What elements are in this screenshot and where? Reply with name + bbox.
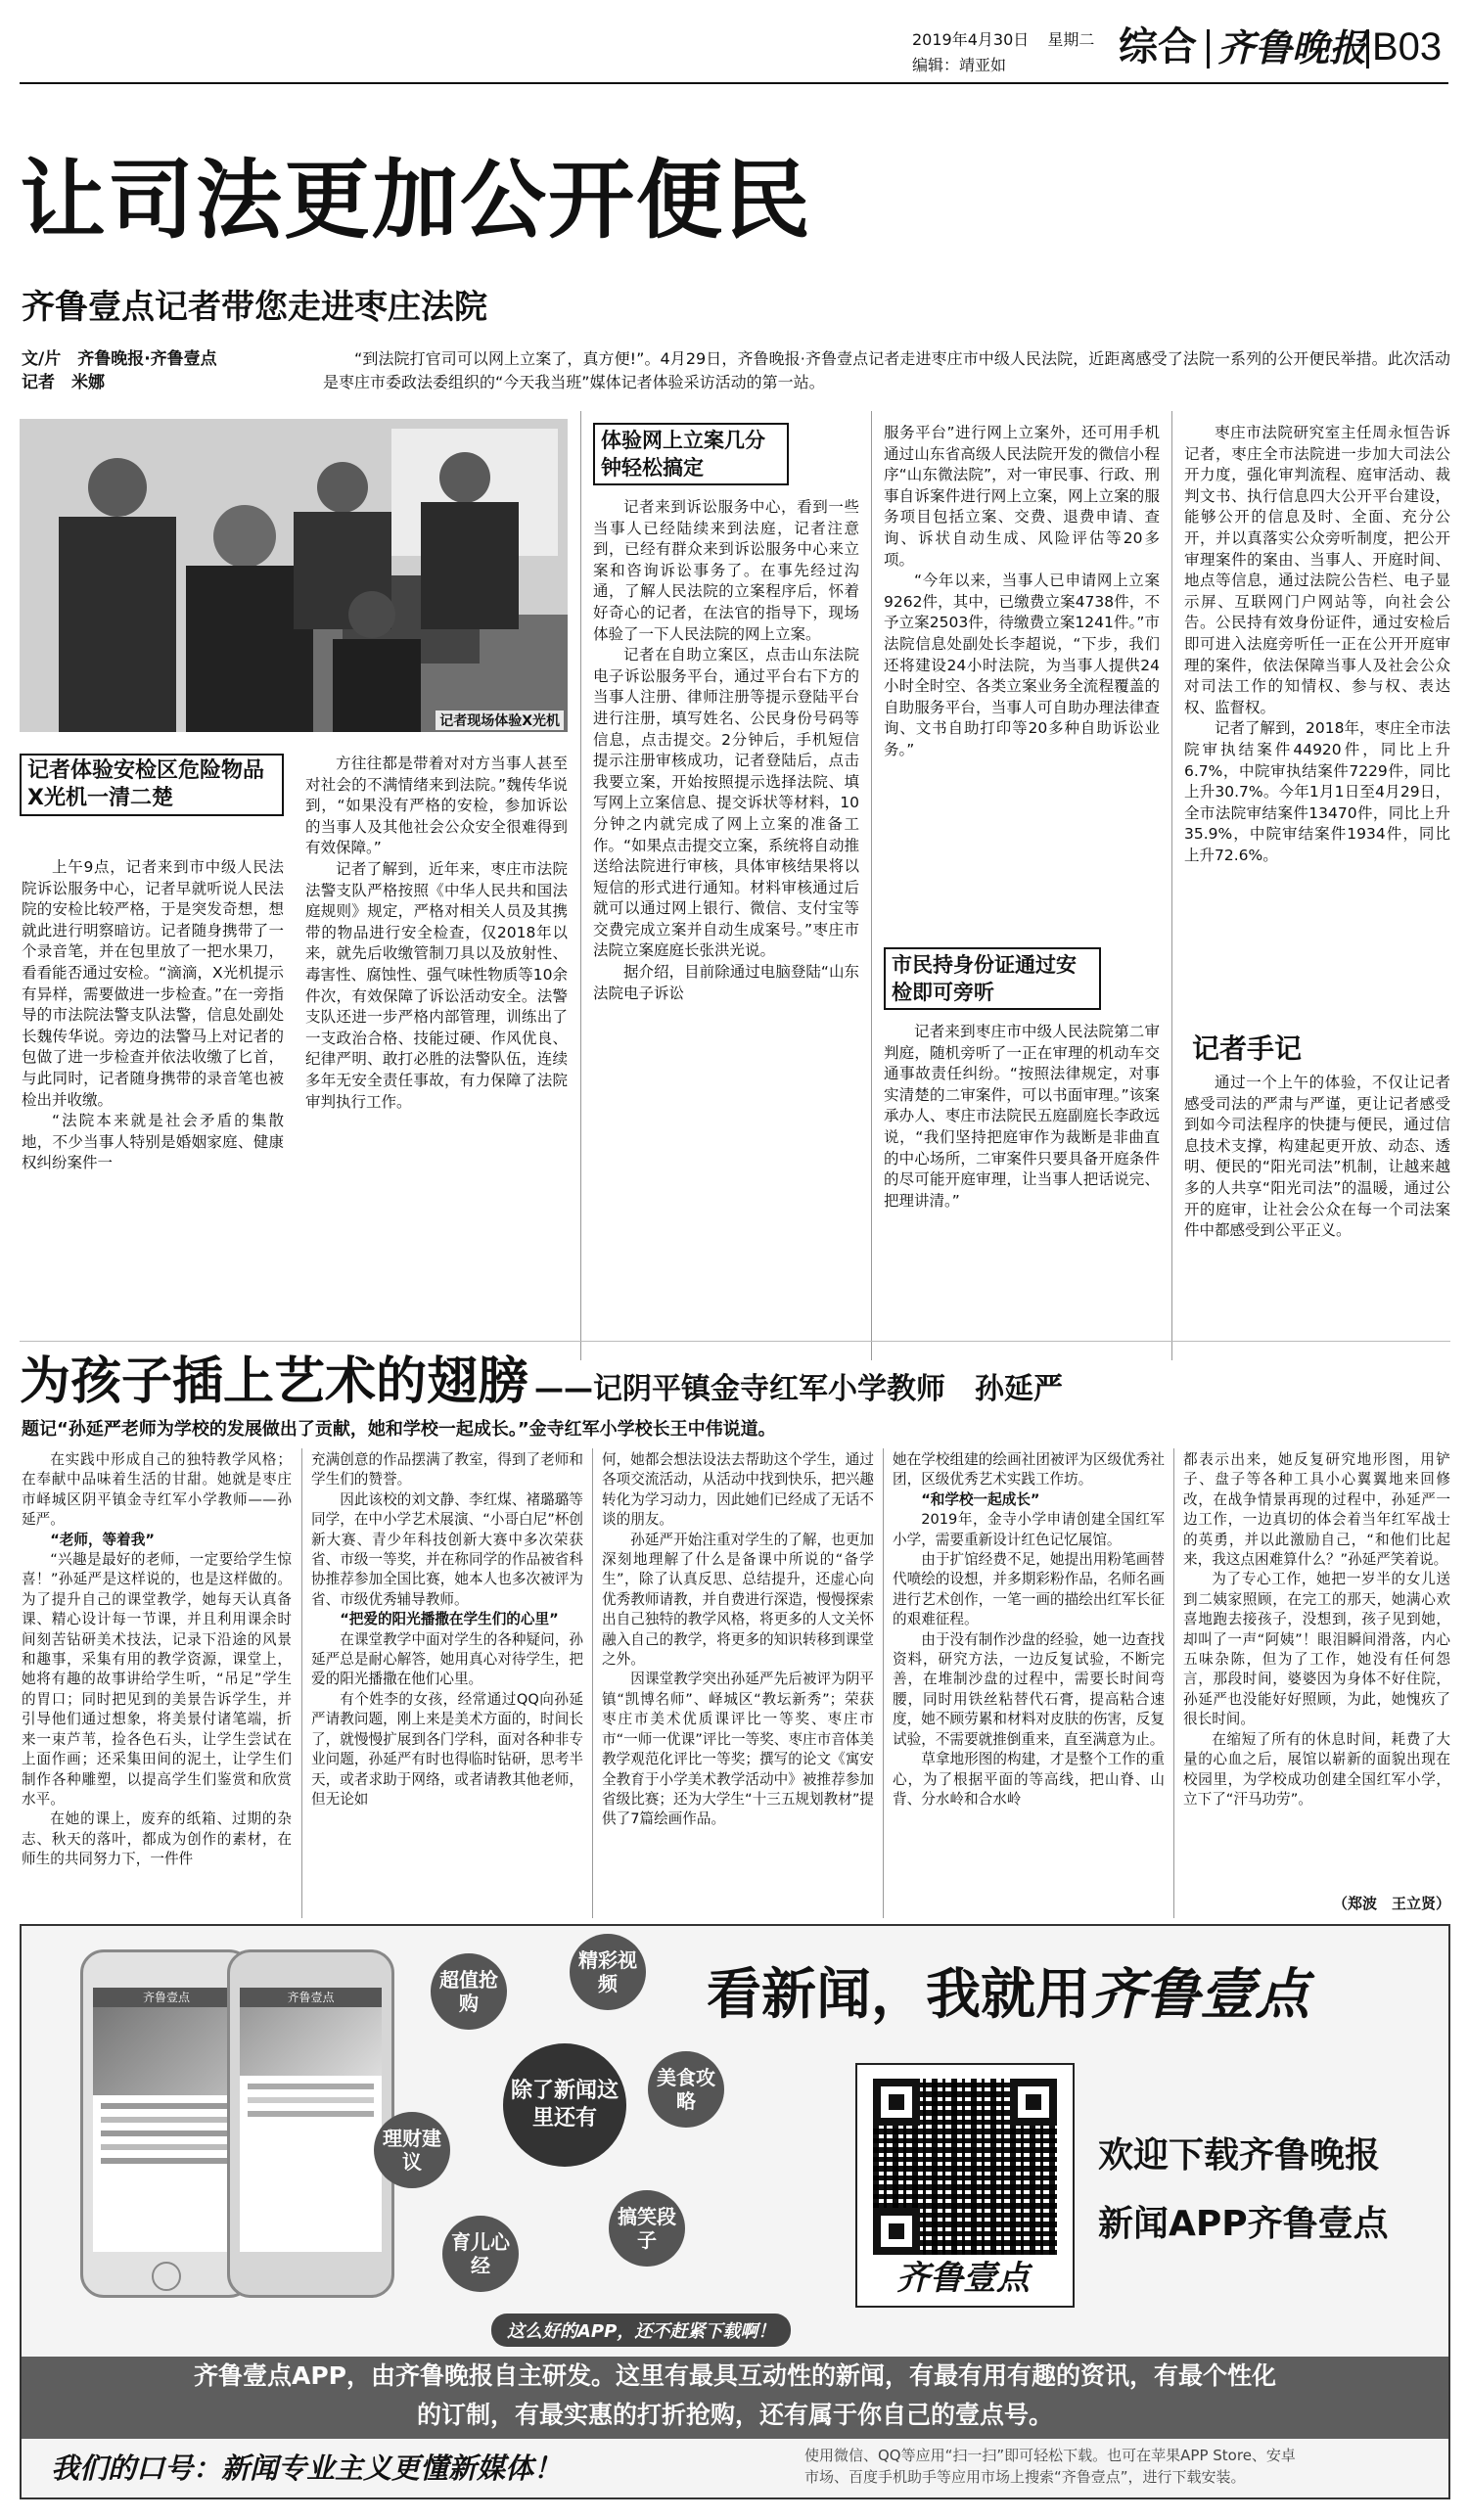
app-advertisement [20, 1924, 1450, 2499]
article2-column-3: 何，她都会想法设法去帮助这个学生，通过各项交流活动，从活动中找到快乐，把兴趣转化为学习动力，因此她们已经成了无话不谈的朋友。 孙延严开始注重对学生的了解，也更加深刻地理解了什么是备课中所说的“备学生”，除了认真反思、总结提升，还虚心向优秀教师请教，并自费进行深造，慢慢探索出自己独特的教学风格，将更多的人文关怀融入自己的教学，将更多的知识转移到课堂之外。 因课堂教学突出孙延严先后被评为阴平镇“凯博名师”、峄城区“教坛新秀”；荣获枣庄市美术优质课评比一等奖、枣庄市市“一师一优课”评比一等奖、枣庄市音体美教学观范化评比一等奖；撰写的论文《寓安全教育于小学美术教学活动中》被推荐参加省级比赛；还为大学生“十三五规划教材”提供了7篇绘画作品。 [602, 1451, 874, 1828]
article2-column-5: 都表示出来，她反复研究地形图，用铲子、盘子等各种工具小心翼翼地来回修改，在战争情景再现的过程中，孙延严一边工作，一边真切的体会着当年红军战士的英勇，并以此激励自己，“和他们比起来，我这点困难算什么？”孙延严笑着说。 为了专心工作，她把一岁半的女儿送到二姨家照顾，在完工的那天，她满心欢喜地跑去接孩子，没想到，孩子见到她，却叫了一声“阿姨”！眼泪瞬间滑落，内心五味杂陈，但为了工作，她没有任何怨言，那段时间，婆婆因为身体不好住院，孙延严也没能好好照顾，为此，她愧疚了很长时间。 在缩短了所有的休息时间，耗费了大量的心血之后，展馆以崭新的面貌出现在校园里，为学校成功创建全国红军小学，立下了“汗马功劳”。 [1183, 1451, 1450, 1808]
download-banner: 这么好的APP，还不赶紧下载啊！ [491, 2314, 791, 2347]
box-head-online-filing: 体验网上立案几分钟轻松搞定 [593, 423, 789, 485]
header-divider [1366, 29, 1369, 69]
tag-center: 除了新闻这里还有 [503, 2043, 626, 2167]
article2-column-1: 在实践中形成自己的独特教学风格；在奉献中品味着生活的甘甜。她就是枣庄市峄城区阴平镇金寺红军小学教师——孙延严。 “老师，等着我” “兴趣是最好的老师，一定要给学生惊喜！”孙延严是这样说的，也是这样做的。为了提升自己的课堂教学，她每天认真备课、精心设计每一节课，并且利用课余时间刻苦钻研美术技法，记录下沿途的风景和趣事，采集有用的教学资源，课堂上，她将有趣的故事讲给学生听，“吊足”学生的胃口；同时把见到的美景告诉学生，并引导他们通过想象，将美景付诸笔端，折来一束芦苇，捡各色石头，让学生尝试在上面作画；还采集田间的泥土，让学生们制作各种雕塑，以提高学生们鉴赏和欣赏水平。 在她的课上，废弃的纸箱、过期的杂志、秋天的落叶，都成为创作的素材，在师生的共同努力下，一件件 [22, 1451, 292, 1868]
ad-headline: 看新闻，我就用齐鲁壹点 [707, 1963, 1309, 2027]
phone-screen [93, 1988, 240, 2252]
article2-lead: 题记“孙延严老师为学校的发展做出了贡献，她和学校一起成长。”金寺红军小学校长王中伟说道。 [22, 1419, 776, 1440]
article1-subtitle: 齐鲁壹点记者带您走进枣庄法院 [22, 288, 487, 327]
article1-column-5b: 通过一个上午的体验，不仅让记者感受司法的严肃与严谨，更让记者感受到如今司法程序的快捷与便民，通过信息技术支撑，构建起更开放、动态、透明、便民的“阳光司法”机制，让越来越多的人共享“阳光司法”的温暖，通过公开的庭审，让社会公众在每一个司法案件中都感受到公平正义。 [1184, 1074, 1450, 1240]
ad-description-band: 齐鲁壹点APP，由齐鲁晚报自主研发。这里有最具互动性的新闻，有最有用有趣的资讯，有最个性化 的订制，有最实惠的打折抢购，还有属于你自己的壹点号。 [22, 2357, 1448, 2439]
tag-jokes: 搞笑段子 [609, 2190, 685, 2267]
header-rule [20, 82, 1448, 84]
header-section: 综合 [1119, 24, 1197, 69]
article1-column-4a: 服务平台”进行网上立案外，还可用手机通过山东省高级人民法院开发的微信小程序“山东微法院”，对一审民事、行政、刑事自诉案件进行网上立案，网上立案的服务项目包括立案、交费、退费申请、查询、诉状自动生成、风险评估等20多项。 “今年以来，当事人已申请网上立案9262件，其中，已缴费立案4738件，不予立案2503件，待缴费立案1241件。”市法院信息处副处长李超说，“下步，我们还将建设24小时法院，为当事人提供24小时全时空、各类立案业务全流程覆盖的自助服务平台，当事人可自助办理法律查询、文书自助打印等20多种自助诉讼业务。” [884, 424, 1160, 758]
reporter-note-heading: 记者手记 [1192, 1032, 1303, 1065]
photo-illustration [20, 419, 568, 732]
article1-column-4b: 记者来到枣庄市中级人民法院第二审判庭，随机旁听了一正在审理的机动车交通事故责任纠纷。“按照法律规定，对事实清楚的二审案件，可以书面审理。”该案承办人、枣庄市法院民五庭副庭长李政远说，“我们坚持把庭审作为裁断是非曲直的中心场所，二审案件只要具备开庭条件的尽可能开庭审理，让当事人把话说完、把理讲清。” [884, 1023, 1160, 1210]
header-editor: 编辑：靖亚如 [912, 56, 1007, 74]
section-rule [20, 1341, 1450, 1342]
article2-column-4: 她在学校组建的绘画社团被评为区级优秀社团，区级优秀艺术实践工作坊。 “和学校一起成长” 2019年，金寺小学申请创建全国红军小学，需要重新设计红色记忆展馆。 由于扩馆经费不足，她提出用粉笔画替代喷绘的设想，并多期彩粉作品，名师名画进行艺术创作，一笔一画的描绘出红军长征的艰难征程。 由于没有制作沙盘的经验，她一边查找资料，研究方法，一边反复试验，不断完善，在堆制沙盘的过程中，需要长时间弯腰，同时用铁丝粘替代石膏，提高粘合速度，她不顾劳累和材料对皮肤的伤害，反复试验，不需要就推倒重来，直至满意为止。 草拿地形图的构建，才是整个工作的重心，为了根据平面的等高线，把山脊、山背、分水岭和合水岭 [893, 1451, 1165, 1808]
tag-video: 精彩视频 [570, 1934, 646, 2010]
ad-motto: 我们的口号：新闻专业主义更懂新媒体！ [51, 2451, 563, 2485]
tag-finance: 理财建议 [374, 2112, 450, 2188]
box-head-hearing: 市民持身份证通过安检即可旁听 [884, 947, 1101, 1010]
article1-column-1: 上午9点，记者来到市中级人民法院诉讼服务中心，记者早就听说人民法院的安检比较严格，于是突发奇想，想就此进行明察暗访。记者随身携带了一个录音笔，并在包里放了一把水果刀，看看能否通过安检。“滴滴，X光机提示有异样，需要做进一步检查。”在一旁指导的市法院法警支队法警，信息处副处长魏传华说。旁边的法警马上对记者的包做了进一步检查并依法收缴了匕首，与此同时，记者随身携带的录音笔也被检出并收缴。 “法院本来就是社会矛盾的集散地，不少当事人特别是婚姻家庭、健康权纠纷案件一 [22, 858, 284, 1172]
download-text: 欢迎下载齐鲁晚报 新闻APP齐鲁壹点 [1098, 2135, 1389, 2244]
qr-frame [855, 2063, 1075, 2308]
header-divider [1207, 29, 1210, 69]
qr-brand-label: 齐鲁壹点 [896, 2259, 1030, 2298]
article2-title: 为孩子插上艺术的翅膀 ——记阴平镇金寺红军小学教师 孙延严 [20, 1352, 1064, 1411]
article1-title: 让司法更加公开便民 [20, 150, 813, 251]
article1-lead: “到法院打官司可以网上立案了，真方便!”。4月29日，齐鲁晚报·齐鲁壹点记者走进枣庄市中级人民法院，近距离感受了法院一系列的公开便民举措。此次活动是枣庄市委政法委组织的“今天我当班”媒体记者体验采访活动的第一站。 [323, 349, 1450, 391]
header-paper-logo: 齐鲁晚报 [1217, 25, 1367, 69]
box-head-xray: 记者体验安检区危险物品X光机一清二楚 [20, 754, 284, 816]
ad-footnote: 使用微信、QQ等应用“扫一扫”即可轻松下载。也可在苹果APP Store、安卓 市场、百度手机助手等应用市场上搜索“齐鲁壹点”，进行下载安装。 [804, 2447, 1296, 2486]
article1-byline: 文/片 齐鲁晚报·齐鲁壹点 记者 米娜 [22, 349, 217, 392]
photo-caption: 记者现场体验X光机 [436, 710, 564, 730]
tag-bargain: 超值抢购 [431, 1953, 507, 2030]
header-page-number: B03 [1372, 25, 1443, 69]
article1-column-3: 记者来到诉讼服务中心，看到一些当事人已经陆续来到法庭，记者注意到，已经有群众来到诉讼服务中心来立案和咨询诉讼事务了。在事先经过沟通，了解人民法院的立案程序后，怀着好奇心的记者，在法官的指导下，现场体验了一下人民法院的网上立案。 记者在自助立案区，点击山东法院电子诉讼服务平台，通过平台右下方的当事人注册、律师注册等提示登陆平台进行注册，填写姓名、公民身份号码等信息，点击提交。2分钟后，手机短信提示注册审核成功，记者登陆后，点击我要立案，开始按照提示选择法院、填写网上立案信息、提交诉状等材料，10分钟之内就完成了网上立案的准备工作。“如果点击提交立案，系统将自动推送给法院进行审核，具体审核结果将以短信的形式进行通知。材料审核通过后就可以通过网上银行、微信、支付宝等交费完成立案并自动生成案号。”枣庄市法院立案庭庭长张洪光说。 据介绍，目前除通过电脑登陆“山东法院电子诉讼 [593, 498, 859, 1002]
header-date: 2019年4月30日 星期二 [912, 30, 1095, 49]
phone-app-title: 齐鲁壹点 [93, 1988, 240, 2007]
phone-mockup-back [227, 1949, 394, 2298]
article2-column-2: 充满创意的作品摆满了教室，得到了老师和学生们的赞誉。 因此该校的刘文静、李红煤、褚璐璐等同学，在中小学艺术展演、“小哥白尼”杯创新大赛、青少年科技创新大赛中多次荣获省、市级一等奖，并在称同学的作品被省科协推荐参加全国比赛，她本人也多次被评为省、市级优秀辅导教师。 “把爱的阳光播撒在学生们的心里” 在课堂教学中面对学生的各种疑问，孙延严总是耐心解答，她用真心对待学生，把爱的阳光播撒在他们心里。 有个姓李的女孩，经常通过QQ向孙延严请教问题，刚上来是美术方面的，时间长了，就慢慢扩展到各门学科，面对各种非专业问题，孙延严有时也得临时钻研，思考半天，或者求助于网络，或者请教其他老师，但无论如 [311, 1451, 583, 1808]
article1-column-2: 方往往都是带着对对方当事人甚至对社会的不满情绪来到法院。”魏传华说到，“如果没有严格的安检，参加诉讼的当事人及其他社会公众安全很难得到有效保障。” 记者了解到，近年来，枣庄市法院法警支队严格按照《中华人民共和国法庭规则》规定，严格对相关人员及其携带的物品进行安全检查，仅2018年以来，就先后收缴管制刀具以及放射性、毒害性、腐蚀性、强气味性物质等10余件次，有效保障了诉讼活动安全。法警支队还进一步严格内部管理，训练出了一支政治合格、技能过硬、作风优良、纪律严明、敢打必胜的法警队伍，连续多年无安全责任事故，有力保障了法院审判执行工作。 [305, 755, 568, 1111]
article2-credit: （郑波 王立贤） [1332, 1895, 1450, 1912]
phone-app-title: 齐鲁壹点 [240, 1988, 382, 2007]
tag-food: 美食攻略 [648, 2051, 724, 2128]
article1-column-5a: 枣庄市法院研究室主任周永恒告诉记者，枣庄全市法院进一步加大司法公开力度，强化审判流程、庭审活动、裁判文书、执行信息四大公开平台建设，能够公开的信息及时、全面、充分公开，并以真落实公众旁听制度，把公开审理案件的案由、当事人、开庭时间、地点等信息，通过法院公告栏、电子显示屏、互联网门户网站等，向社会公告。公民持有效身份证件，通过安检后即可进入法庭旁听任一正在公开开庭审理的案件，依法保障当事人及社会公众对司法工作的知情权、参与权、表达权、监督权。 记者了解到，2018年，枣庄全市法院审执结案件44920件，同比上升6.7%，中院审执结案件7229件，同比上升30.7%。今年1月1日至4月29日，全市法院审结案件13470件，同比上升35.9%，中院审结案件1934件，同比上升72.6%。 [1184, 424, 1450, 864]
article1-photo [20, 419, 568, 732]
phone-screen [240, 1988, 382, 2252]
tag-parenting: 育儿心经 [442, 2216, 519, 2292]
home-button [152, 2262, 181, 2291]
